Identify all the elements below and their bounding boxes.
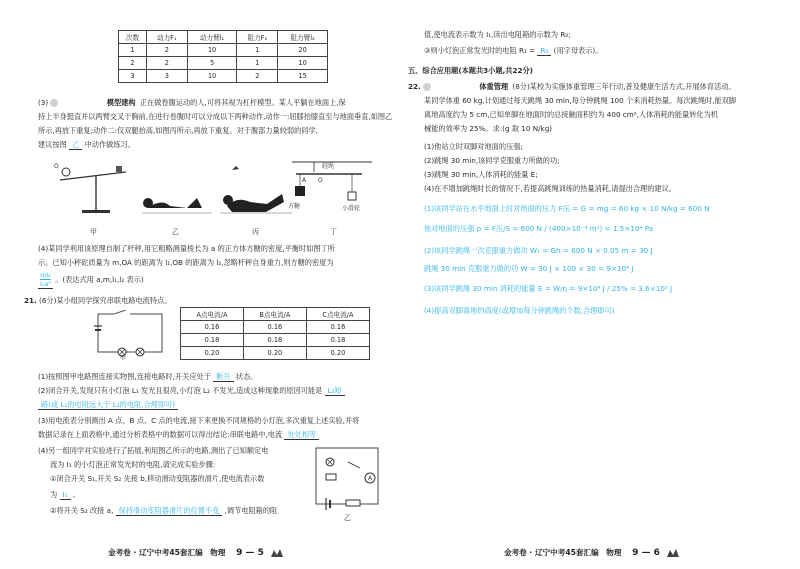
table-cell: 3 (146, 70, 187, 83)
crunch-figure-yi (142, 198, 212, 213)
circuit-2-label: 乙 (344, 514, 351, 522)
table-cell: 10 (187, 70, 237, 83)
resistance-circuit-diagram (300, 440, 390, 522)
q21-answer-2b: 路(或 L₁的电阻远大于 L₂的电阻,合理即可) (38, 400, 178, 410)
table-cell: 10 (278, 57, 328, 70)
q21-title-text: (6分)某小组同学探究串联电路电流特点。 (39, 296, 172, 305)
q21-text: ,调节电阻箱的阻 (224, 506, 278, 515)
point-a-label: A (302, 177, 307, 184)
q21-text: 状态。 (235, 372, 258, 381)
table-cell: 1 (237, 44, 278, 57)
q3-line-4 (38, 140, 135, 149)
table-cell: 2 (237, 70, 278, 83)
q3-tag: 模型建构 (106, 98, 136, 107)
q21-p3-line-2 (38, 430, 319, 439)
table-cell: 1 (237, 57, 278, 70)
q22-line-3: 离地高度约为 5 cm,已知单脚在地面时的总接触面积约为 400 cm²,人体消耗的能量转化为机 (424, 110, 718, 119)
lever-figures (52, 158, 382, 240)
q4-line-2: 示。已知小秤砣质量为 m,OA 的距离为 l₁,OB 的距离为 l₂,忽略杆秤自身重力,则方糖的密度为 (38, 258, 334, 267)
q3-text: 中动作做练习。 (84, 140, 135, 149)
q21-p4-line-3: ①闭合开关 S₁,开关 S₂ 先接 b,移动滑动变阻器的滑片,使电流表示数 (50, 474, 265, 483)
table-cell: 3 (119, 70, 147, 83)
table-cell: 5 (187, 57, 237, 70)
q21-text: (用字母表示)。 (553, 46, 603, 55)
table-header-cell: C点电流/A (306, 308, 369, 321)
q21-answer-2a: L₂短 (325, 386, 345, 396)
q22-answer-4: (4)提高双脚离地的高度(或增加每分钟跳绳的个数,合理即可) (424, 306, 615, 315)
series-circuit-diagram (92, 310, 168, 364)
q22-heading (408, 82, 736, 91)
q21-p3-line-1: (3)用电流表分别测出 A 点、B 点、C 点的电流,接下来更换不同规格的小灯泡,多次重复上述实验,并将 (38, 416, 360, 425)
q21-text: 为 (50, 490, 58, 499)
table-cell: 10 (187, 44, 237, 57)
point-o-label: O (318, 177, 323, 184)
right-footer (504, 547, 680, 559)
steelyard-figure (288, 162, 372, 212)
table-row (181, 321, 370, 334)
q3-line-1 (38, 98, 346, 107)
table-cell: 0.18 (306, 334, 369, 347)
q22-answer-3: (3)该同学跳绳 30 min 消耗的能量 E = W/η = 9×10⁴ J / 25% = 3.6×10⁵ J (424, 284, 673, 293)
table-cell: 0.18 (243, 334, 306, 347)
q22-answer-2b: 跳绳 30 min 克服重力做的功 W = 30 J × 100 × 30 = 9×10⁴ J (424, 264, 634, 273)
q21-p2 (38, 386, 345, 395)
q22-line-2: 某同学体重 60 kg,计划通过每天跳绳 30 min,每分钟跳绳 100 个来消耗热量。每次跳绳时,能双脚 (424, 96, 737, 105)
table-cell: 2 (119, 57, 147, 70)
table-cell: 1 (119, 44, 147, 57)
table-cell: 15 (278, 70, 328, 83)
lever-data-table (118, 30, 328, 83)
fraction-denominator: l₁a³ (40, 280, 51, 288)
figure-label-jia: 甲 (90, 228, 97, 236)
table-header-row (181, 308, 370, 321)
tag-decoration-icon (50, 99, 58, 107)
q21-text: ②将开关 S₂ 改接 a, (50, 506, 114, 515)
q3-text: 建议按图 (38, 140, 67, 149)
table-cell: 0.18 (181, 334, 244, 347)
density-answer (38, 271, 53, 289)
q21-text: ③则小灯泡正常发光时的电阻 R₁ = (424, 46, 536, 55)
q22-line-4: 械能的效率为 25%。求:(g 取 10 N/kg) (424, 124, 553, 133)
q22-sub-2: (2)跳绳 30 min,该同学克服重力所做的功; (424, 156, 560, 165)
current-data-table (180, 307, 370, 360)
q22-text: (8分)某校为实施体重管理三年行动,普及健康生活方式,开展体育活动。 (512, 82, 736, 91)
svg-text:A: A (368, 475, 373, 482)
q21-answer-3: 处处相等 (284, 430, 319, 440)
q21-p4-line-2: 流为 I₁ 的小灯泡正常发光时的电阻,请完成实验步骤: (50, 460, 216, 469)
q22-sub-3: (3)跳绳 30 min,人体消耗的能量 E; (424, 170, 538, 179)
rope-label: 轻绳 (322, 163, 335, 170)
table-cell: 0.20 (243, 347, 306, 360)
figure-label-ding: 丁 (330, 228, 337, 236)
circuit-label: 甲 (120, 355, 127, 362)
table-header-row (119, 31, 328, 44)
table-row (181, 334, 370, 347)
q21-answer-5: R₀ (537, 46, 551, 56)
publisher-logo-icon (270, 547, 284, 559)
page-number: 9 — 5 (236, 548, 264, 558)
sugar-cube-label: 方糖 (288, 203, 301, 210)
q21-text: 数据记录在上面表格中,通过分析表格中的数据可以得出结论:串联电路中,电流 (38, 430, 283, 439)
q4-line-1: (4)某同学利用该原理自制了杆秤,用它粗略测量棱长为 a 的正方体方糖的密度,平衡时如图丁所 (38, 244, 335, 253)
small-pulley-label: 小滑轮 (342, 205, 361, 212)
q21-text: 。 (72, 490, 81, 499)
q21-answer-4a: I₁ (60, 490, 71, 500)
q3-answer: 乙 (69, 140, 82, 150)
q21-answer-1: 断开 (213, 372, 233, 382)
table-header-cell: 次数 (119, 31, 147, 44)
q21-number: 21. (24, 296, 37, 305)
table-cell: 0.16 (243, 321, 306, 334)
table-cell: 0.20 (306, 347, 369, 360)
q3-line-2: 持上半身挺直并以两臂交叉于胸前,在进行卷腹时可以分成以下两种动作,动作一:屈膝抬膝直至与地面垂直,如图乙 (38, 112, 393, 121)
table-header-cell: B点电流/A (243, 308, 306, 321)
publisher-logo-icon (666, 547, 680, 559)
table-cell: 2 (146, 57, 187, 70)
q21-title (24, 296, 171, 305)
q4-line-3 (38, 271, 144, 289)
q21-cont-line-1: 值,使电流表示数为 I₁,读出电阻箱的示数为 R₀; (424, 30, 571, 39)
q22-answer-1b: 他对地面的压强 p = F压/S = 600 N / (400×10⁻⁴ m²) = 1.5×10⁴ Pa (424, 224, 654, 233)
table-header-cell: 动力臂l₁ (187, 31, 237, 44)
table-cell: 20 (278, 44, 328, 57)
q22-number: 22. (408, 82, 421, 91)
table-row (119, 57, 328, 70)
figure-label-yi: 乙 (172, 228, 179, 236)
right-page (400, 0, 800, 569)
fraction-numerator: ml₂ (40, 271, 51, 279)
q22-tag: 体重管理 (479, 82, 509, 91)
q21-p1 (38, 372, 257, 381)
table-cell: 0.16 (181, 321, 244, 334)
page-number: 9 — 6 (632, 548, 660, 558)
footer-title: 金考卷 · 辽宁中考45套汇编 物理 (108, 548, 226, 557)
table-header-cell: A点电流/A (181, 308, 244, 321)
footer-title: 金考卷 · 辽宁中考45套汇编 物理 (504, 548, 622, 557)
q21-answer-4b: 保持滑动变阻器滑片的位置不变 (116, 506, 223, 516)
q3-line-3: 所示,再放下重复;动作二:仅双腿抬高,如图丙所示,再放下重复。对于腹部力量较弱的同学, (38, 126, 318, 135)
table-cell: 2 (146, 44, 187, 57)
figure-label-bing: 丙 (252, 228, 259, 236)
table-row (119, 70, 328, 83)
table-row (119, 44, 328, 57)
q21-p4-line-1: (4)另一组同学对实验进行了拓展,利用图乙所示的电路,测出了已知额定电 (38, 446, 269, 455)
q21-p2-cont (38, 400, 178, 409)
q21-cont-line-2 (424, 46, 602, 55)
section-5-heading: 五、综合应用题(本题共3小题,共22分) (408, 66, 533, 75)
q3-number: (3) (38, 98, 49, 107)
q22-sub-1: (1)他站立时双脚对地面的压强; (424, 142, 523, 151)
table-row (181, 347, 370, 360)
left-footer (108, 547, 284, 559)
q4-text: 。(表达式用 a,m,l₁,l₂ 表示) (55, 275, 144, 284)
tag-decoration-icon (423, 83, 431, 91)
table-header-cell: 阻力F₂ (237, 31, 278, 44)
svg-text:O: O (54, 163, 59, 170)
q22-answer-1a: (1)该同学站在水平地面上时对地面的压力 F压 = G = mg = 60 kg × 10 N/kg = 600 N (424, 204, 710, 213)
q21-text: (2)闭合开关,发现只有小灯泡 L₁ 发光且很亮,小灯泡 L₂ 不发光,造成这种现象的原因可能是 (38, 386, 323, 395)
q22-answer-2a: (2)该同学跳绳一次克服重力做功 W₁ = Gh = 600 N × 0.05 m = 30 J (424, 246, 653, 255)
q21-text: (1)按照图甲电路图连接实物图,连接电路时,开关应处于 (38, 372, 211, 381)
q3-text: 正在做卷腹运动的人,可将其视为杠杆模型。某人平躺在地面上,保 (139, 98, 346, 107)
table-header-cell: 阻力臂l₂ (278, 31, 328, 44)
table-header-cell: 动力F₁ (146, 31, 187, 44)
table-cell: 0.20 (181, 347, 244, 360)
crunch-figure-bing (220, 166, 292, 213)
q21-p4-line-4 (50, 490, 80, 499)
q21-p4-line-5 (50, 506, 277, 515)
table-cell: 0.16 (306, 321, 369, 334)
balance-lever-figure (54, 163, 126, 213)
q22-sub-4: (4)在不增加跳绳时长的情况下,若提高跳绳训练的热量消耗,请提出合理的建议。 (424, 184, 676, 193)
